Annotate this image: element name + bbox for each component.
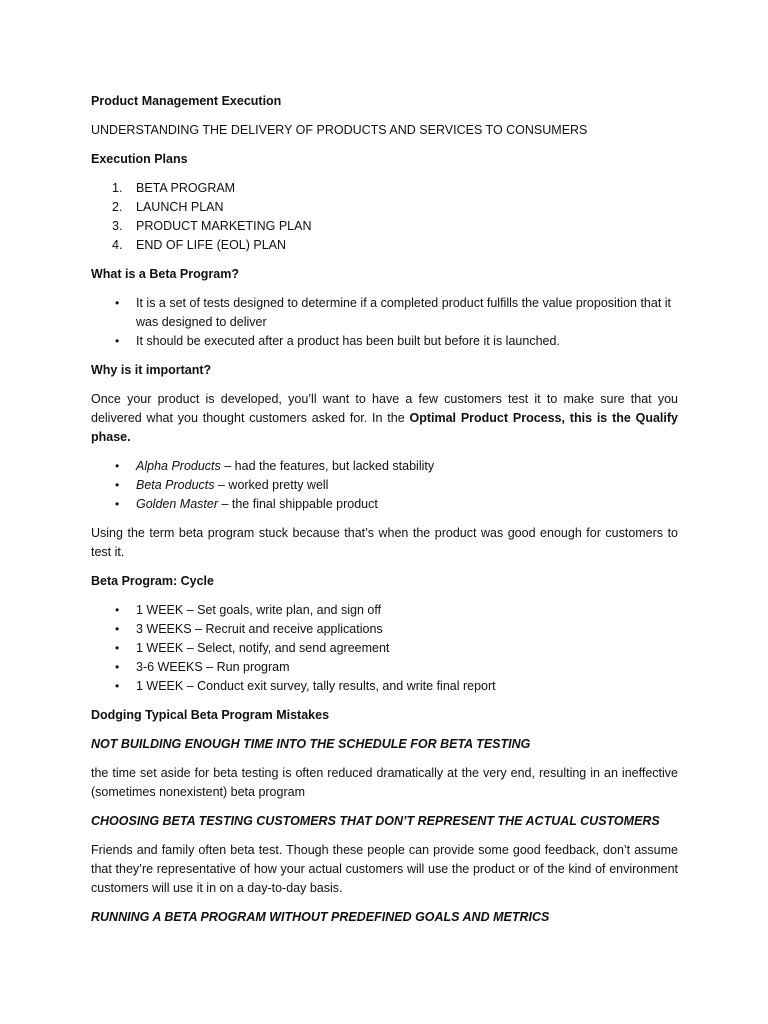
mistakes-heading: Dodging Typical Beta Program Mistakes [91,708,330,722]
list-item [91,601,678,620]
list-item [91,495,678,514]
list-item [91,198,678,217]
stage-term: Golden Master [136,497,218,511]
list-item-text: 3-6 WEEKS – Run program [136,660,290,674]
stage-term: Alpha Products [136,459,221,473]
list-item-text: It should be executed after a product has been built but before it is launched. [136,334,560,348]
why-important-heading: Why is it important? [91,363,212,377]
what-is-beta-list [91,294,678,351]
list-item [91,179,678,198]
list-item-text: 3 WEEKS – Recruit and receive applications [136,622,383,636]
bullet-icon: • [115,296,120,310]
list-item [91,476,678,495]
bullet-icon: • [115,497,120,511]
mistake-text: Friends and family often beta test. Though these people can provide some good feedback, don’t assume that they’re representative of how your actual customers will use the product or of the kind of environment customers will use it in on a day-to-day basis. [91,843,678,895]
list-item [91,677,678,696]
product-stages-list [91,457,678,514]
mistake-title: CHOOSING BETA TESTING CUSTOMERS THAT DON’T REPRESENT THE ACTUAL CUSTOMERS [91,814,660,828]
paragraph-text: Once your product is developed, you’ll want to have a few customers test it to make sure that you delivered what you thought customers asked for. In the [91,392,678,425]
bullet-icon: • [115,660,120,674]
stage-description: – worked pretty well [214,478,329,492]
paragraph-bold-text: Optimal Product Process, this is the Qualify phase. [91,411,678,444]
beta-term-paragraph: Using the term beta program stuck because that’s when the product was good enough for customers to test it. [91,526,678,559]
list-item [91,294,678,332]
list-number: 4. [112,238,123,252]
cycle-heading: Beta Program: Cycle [91,574,214,588]
list-item-text: 1 WEEK – Select, notify, and send agreement [136,641,390,655]
stage-description: – had the features, but lacked stability [220,459,435,473]
execution-plans-heading: Execution Plans [91,152,188,166]
bullet-icon: • [115,603,120,617]
list-item-text: 1 WEEK – Conduct exit survey, tally results, and write final report [136,679,496,693]
what-is-beta-heading: What is a Beta Program? [91,267,239,281]
document-subtitle: UNDERSTANDING THE DELIVERY OF PRODUCTS AND SERVICES TO CONSUMERS [91,123,588,137]
list-item-text: PRODUCT MARKETING PLAN [136,219,312,233]
bullet-icon: • [115,622,120,636]
list-item [91,620,678,639]
list-number: 2. [112,200,123,214]
bullet-icon: • [115,459,120,473]
bullet-icon: • [115,679,120,693]
bullet-icon: • [115,641,120,655]
mistake-text: the time set aside for beta testing is often reduced dramatically at the very end, resulting in an ineffective (sometimes nonexistent) beta program [91,766,678,799]
cycle-list [91,601,678,696]
execution-plans-list [91,179,678,255]
stage-description: – the final shippable product [217,497,378,511]
bullet-icon: • [115,334,120,348]
list-item [91,236,678,255]
list-item-text: BETA PROGRAM [136,181,236,195]
bullet-icon: • [115,478,120,492]
list-item [91,332,678,351]
mistake-title: RUNNING A BETA PROGRAM WITHOUT PREDEFINED GOALS AND METRICS [91,910,550,924]
mistake-title: NOT BUILDING ENOUGH TIME INTO THE SCHEDULE FOR BETA TESTING [91,737,531,751]
list-item [91,658,678,677]
list-number: 3. [112,219,123,233]
list-item-text: LAUNCH PLAN [136,200,224,214]
why-important-paragraph [91,390,678,447]
stage-term: Beta Products [136,478,215,492]
document-body [91,92,678,937]
list-item [91,217,678,236]
list-item-text: 1 WEEK – Set goals, write plan, and sign off [136,603,382,617]
list-item-text: It is a set of tests designed to determine if a completed product fulfills the value proposition that it was designed to deliver [136,296,672,329]
list-item-text: END OF LIFE (EOL) PLAN [136,238,287,252]
document-title: Product Management Execution [91,94,282,108]
list-item [91,639,678,658]
list-item [91,457,678,476]
list-number: 1. [112,181,123,195]
